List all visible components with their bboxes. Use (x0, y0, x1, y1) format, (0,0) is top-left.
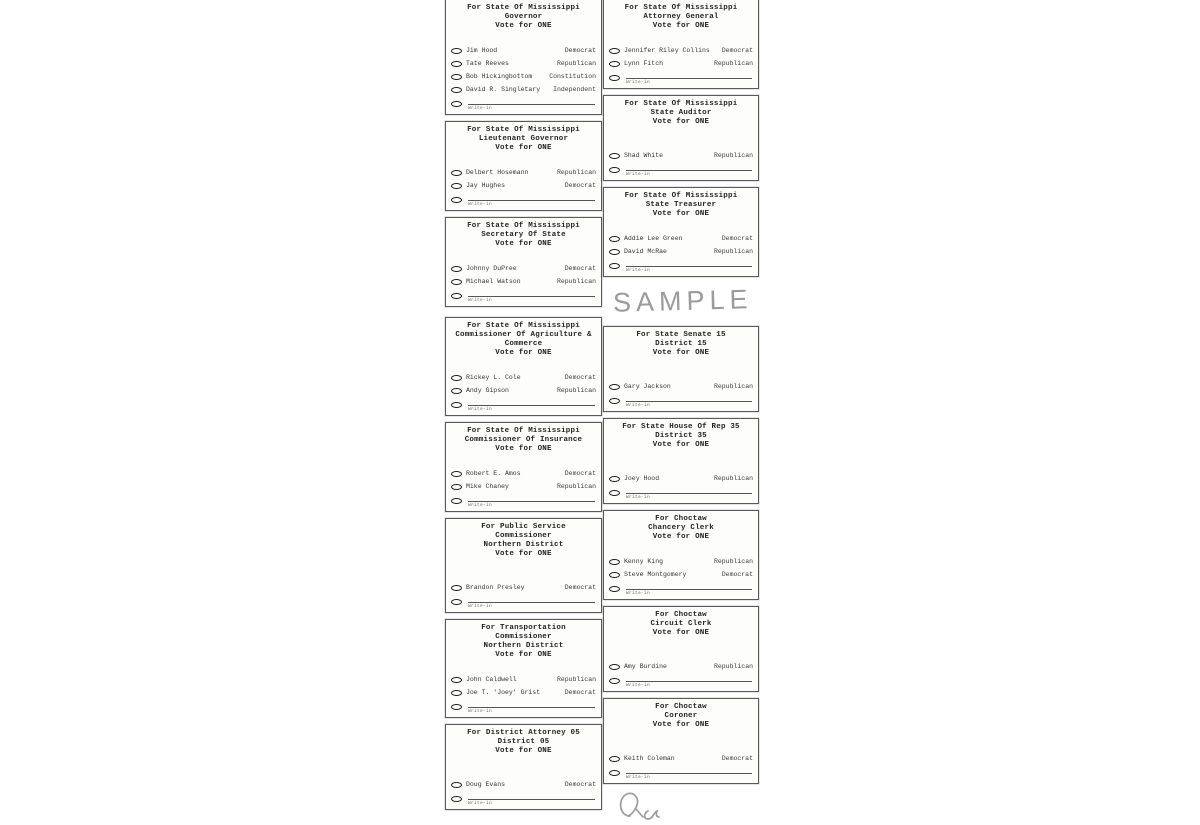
handwritten-sample-text: SAMPLE (612, 284, 753, 318)
candidate-row (451, 480, 596, 493)
contest-title-line: Vote for ONE (495, 550, 552, 558)
contest-title-line: Vote for ONE (495, 445, 552, 453)
write-in-line[interactable] (626, 493, 752, 494)
candidate-party: Republican (713, 60, 753, 67)
contest-title (609, 702, 753, 730)
write-in-label: Write-in (468, 503, 493, 508)
write-in-row (609, 582, 753, 595)
contest-title-line: For State Of Mississippi (467, 427, 580, 435)
candidate-party: Republican (556, 60, 596, 67)
contest-title-line: For State Senate 15 (636, 331, 726, 339)
write-in-line[interactable] (468, 707, 595, 708)
contest-title-line: For State Of Mississippi (467, 126, 580, 134)
write-in-label: Write-in (626, 495, 651, 500)
candidate-party: Democrat (721, 571, 753, 578)
contest-title-line: For State Of Mississippi (467, 4, 580, 12)
candidate-name: Bob Hickingbottom (466, 73, 533, 80)
vote-oval[interactable] (451, 690, 462, 696)
write-in-line[interactable] (626, 773, 752, 774)
vote-oval[interactable] (609, 249, 620, 255)
candidate-row (609, 149, 753, 162)
candidate-party: Democrat (564, 47, 596, 54)
write-in-row (451, 700, 596, 713)
contest-box-state-treasurer (603, 187, 759, 277)
candidate-party: Republican (556, 676, 596, 683)
contest-box-state-auditor (603, 95, 759, 181)
candidate-row (609, 555, 753, 568)
candidate-row (451, 57, 596, 70)
contest-title-line: Secretary Of State (481, 231, 566, 239)
candidate-row (451, 262, 596, 275)
candidate-party: Democrat (564, 182, 596, 189)
candidate-name: Joe T. 'Joey' Grist (466, 689, 541, 696)
candidate-name: Shad White (624, 152, 664, 159)
contest-box-chancery-clerk (603, 510, 759, 600)
contest-title-line: Lieutenant Governor (478, 135, 569, 143)
contest-box-agriculture-commerce (445, 317, 602, 416)
candidate-row (609, 660, 753, 673)
candidate-name: Delbert Hosemann (466, 169, 529, 176)
candidate-party: Democrat (564, 470, 596, 477)
candidate-row (451, 778, 596, 791)
candidate-party: Republican (556, 387, 596, 394)
vote-oval[interactable] (451, 388, 462, 394)
write-in-row (609, 163, 753, 176)
contest-title (609, 514, 753, 542)
candidate-name: Johnny DuPree (466, 265, 517, 272)
candidate-party: Democrat (721, 755, 753, 762)
contest-title-line: For Choctaw (655, 515, 707, 523)
contest-title (609, 191, 753, 219)
candidate-party: Republican (713, 663, 753, 670)
ballot-column-right (603, 0, 759, 820)
candidate-list (609, 472, 753, 499)
write-in-row (609, 674, 753, 687)
contest-title-line: Vote for ONE (495, 240, 552, 248)
candidate-list (451, 581, 596, 608)
candidate-list (451, 673, 596, 713)
write-in-line[interactable] (468, 200, 595, 201)
write-in-line[interactable] (468, 296, 595, 297)
write-in-oval[interactable] (609, 490, 620, 496)
vote-oval[interactable] (609, 559, 620, 565)
candidate-row (451, 166, 596, 179)
candidate-party: Republican (556, 483, 596, 490)
candidate-party: Independent (553, 86, 596, 93)
vote-oval[interactable] (609, 61, 620, 67)
candidate-row (451, 70, 596, 83)
candidate-row (451, 275, 596, 288)
vote-oval[interactable] (609, 153, 620, 159)
candidate-list (451, 778, 596, 805)
write-in-line[interactable] (626, 589, 752, 590)
write-in-label: Write-in (626, 775, 651, 780)
candidate-name: Doug Evans (466, 781, 506, 788)
candidate-list (609, 660, 753, 687)
write-in-label: Write-in (626, 591, 651, 596)
write-in-oval[interactable] (609, 678, 620, 684)
write-in-line[interactable] (468, 799, 595, 800)
write-in-label: Write-in (468, 202, 493, 207)
candidate-row (609, 380, 753, 393)
candidate-party: Republican (713, 383, 753, 390)
contest-title-line: Vote for ONE (495, 144, 552, 152)
candidate-name: Kenny King (624, 558, 664, 565)
contest-box-coroner (603, 698, 759, 784)
contest-box-lieutenant-governor (445, 121, 602, 211)
contest-title-line: Vote for ONE (652, 22, 710, 30)
write-in-oval[interactable] (451, 402, 462, 408)
candidate-list (451, 371, 596, 411)
contest-box-state-house-rep-35 (603, 418, 759, 504)
vote-oval[interactable] (609, 476, 620, 482)
candidate-row (609, 568, 753, 581)
contest-title (609, 422, 753, 450)
contest-title-line: Vote for ONE (495, 747, 552, 755)
candidate-name: Jim Hood (466, 47, 498, 54)
contest-title (451, 623, 596, 660)
candidate-party: Democrat (564, 689, 596, 696)
write-in-oval[interactable] (451, 293, 462, 299)
candidate-list (609, 752, 753, 779)
candidate-name: Keith Coleman (624, 755, 675, 762)
candidate-row (609, 232, 753, 245)
contest-title-line: Vote for ONE (652, 441, 710, 449)
vote-oval[interactable] (609, 236, 620, 242)
candidate-name: Amy Burdine (624, 663, 667, 670)
write-in-line[interactable] (468, 405, 595, 406)
write-in-label: Write-in (626, 683, 651, 688)
candidate-party: Democrat (564, 374, 596, 381)
candidate-list (451, 44, 596, 110)
write-in-line[interactable] (626, 401, 752, 402)
write-in-line[interactable] (626, 266, 752, 267)
contest-title-line: Governor (504, 13, 543, 21)
candidate-list (609, 555, 753, 595)
vote-oval[interactable] (451, 677, 462, 683)
write-in-line[interactable] (626, 170, 752, 171)
write-in-oval[interactable] (451, 599, 462, 605)
write-in-row (609, 394, 753, 407)
write-in-line[interactable] (468, 602, 595, 603)
contest-title-line: Circuit Clerk (650, 620, 712, 628)
candidate-party: Constitution (549, 73, 596, 80)
candidate-row (451, 384, 596, 397)
contest-box-state-senate-15 (603, 326, 759, 412)
write-in-label: Write-in (468, 298, 493, 303)
candidate-party: Democrat (721, 235, 753, 242)
contest-title-line: For Choctaw (655, 611, 707, 619)
vote-oval[interactable] (609, 664, 620, 670)
candidate-row (609, 245, 753, 258)
contest-title (451, 3, 596, 31)
candidate-name: Joey Hood (624, 475, 660, 482)
candidate-party: Democrat (564, 265, 596, 272)
contest-title-line: Commissioner Of Insurance (464, 436, 583, 444)
candidate-party: Republican (713, 248, 753, 255)
candidate-list (609, 380, 753, 407)
contest-title-line: Vote for ONE (652, 533, 710, 541)
write-in-label: Write-in (468, 106, 493, 111)
contest-title (451, 221, 596, 249)
vote-oval[interactable] (609, 756, 620, 762)
candidate-list (451, 262, 596, 302)
candidate-name: David R. Singletary (466, 86, 541, 93)
candidate-party: Republican (556, 169, 596, 176)
vote-oval[interactable] (451, 61, 462, 67)
vote-oval[interactable] (451, 87, 462, 93)
candidate-row (609, 57, 753, 70)
contest-title-line: State Auditor (650, 109, 712, 117)
contest-title-line: Chancery Clerk (648, 524, 714, 532)
contest-title-line: State Treasurer (645, 201, 717, 209)
candidate-name: Andy Gipson (466, 387, 509, 394)
contest-title (451, 426, 596, 454)
write-in-oval[interactable] (451, 498, 462, 504)
candidate-row (609, 472, 753, 485)
contest-title-line: Vote for ONE (652, 118, 710, 126)
contest-title-line: Coroner (664, 712, 698, 720)
contest-box-district-attorney-05 (445, 724, 602, 810)
candidate-name: David McRae (624, 248, 667, 255)
candidate-party: Democrat (564, 781, 596, 788)
contest-title-line: Northern District (483, 541, 564, 549)
contest-title-line: Northern District (483, 642, 564, 650)
write-in-label: Write-in (468, 709, 493, 714)
write-in-label: Write-in (468, 801, 493, 806)
candidate-name: Robert E. Amos (466, 470, 521, 477)
contest-title-line: Vote for ONE (495, 651, 552, 659)
candidate-party: Republican (713, 475, 753, 482)
write-in-oval[interactable] (451, 197, 462, 203)
contest-title-line: For Choctaw (655, 703, 707, 711)
contest-title (451, 522, 596, 559)
candidate-row (451, 581, 596, 594)
contest-title-line: For State Of Mississippi (624, 192, 738, 200)
vote-oval[interactable] (451, 170, 462, 176)
ballot-column-left (445, 0, 602, 816)
contest-title-line: Vote for ONE (495, 349, 552, 357)
write-in-row (609, 259, 753, 272)
write-in-row (451, 494, 596, 507)
candidate-row (451, 371, 596, 384)
vote-oval[interactable] (451, 279, 462, 285)
write-in-label: Write-in (626, 80, 651, 85)
contest-title (609, 99, 753, 127)
contest-title (451, 125, 596, 153)
candidate-name: Addie Lee Green (624, 235, 683, 242)
contest-title (451, 728, 596, 756)
candidate-row (451, 44, 596, 57)
candidate-party: Republican (713, 152, 753, 159)
write-in-row (451, 193, 596, 206)
write-in-oval[interactable] (451, 796, 462, 802)
candidate-list (609, 149, 753, 176)
candidate-list (609, 44, 753, 84)
candidate-row (609, 752, 753, 765)
write-in-row (609, 766, 753, 779)
candidate-row (451, 686, 596, 699)
write-in-label: Write-in (626, 403, 651, 408)
write-in-oval[interactable] (609, 586, 620, 592)
vote-oval[interactable] (451, 585, 462, 591)
vote-oval[interactable] (451, 484, 462, 490)
contest-title-line: Commissioner Of Agriculture & (455, 331, 592, 339)
contest-title-line: Commerce (504, 340, 543, 348)
vote-oval[interactable] (609, 384, 620, 390)
candidate-list (451, 166, 596, 206)
contest-title-line: District 05 (497, 738, 550, 746)
candidate-name: Michael Watson (466, 278, 521, 285)
vote-oval[interactable] (451, 782, 462, 788)
candidate-row (451, 467, 596, 480)
contest-title-line: For State House Of Rep 35 (622, 423, 740, 431)
contest-title (609, 3, 753, 31)
contest-title-line: District 35 (655, 432, 707, 440)
write-in-line[interactable] (468, 501, 595, 502)
candidate-row (451, 179, 596, 192)
write-in-row (451, 398, 596, 411)
candidate-name: Brandon Presley (466, 584, 525, 591)
contest-title (609, 610, 753, 638)
candidate-name: Jennifer Riley Collins (624, 47, 710, 54)
write-in-oval[interactable] (609, 398, 620, 404)
vote-oval[interactable] (451, 266, 462, 272)
write-in-oval[interactable] (609, 75, 620, 81)
candidate-name: Lynn Fitch (624, 60, 664, 67)
contest-title-line: Vote for ONE (652, 349, 710, 357)
contest-title-line: Vote for ONE (652, 210, 710, 218)
contest-box-transportation-commissioner (445, 619, 602, 718)
write-in-label: Write-in (468, 604, 493, 609)
write-in-label: Write-in (626, 268, 651, 273)
candidate-party: Democrat (564, 584, 596, 591)
contest-title-line: Vote for ONE (652, 721, 710, 729)
contest-title-line: For District Attorney 05 (467, 729, 580, 737)
contest-box-secretary-of-state (445, 217, 602, 307)
contest-title (451, 321, 596, 358)
handwritten-pen-mark-partial (615, 790, 759, 820)
contest-title-line: For State Of Mississippi (467, 222, 580, 230)
contest-title-line: For Public Service Commissioner (481, 523, 566, 540)
contest-title-line: Vote for ONE (495, 22, 552, 30)
contest-box-circuit-clerk (603, 606, 759, 692)
candidate-name: Steve Montgomery (624, 571, 687, 578)
contest-title-line: District 15 (655, 340, 707, 348)
candidate-party: Republican (713, 558, 753, 565)
candidate-party: Republican (556, 278, 596, 285)
candidate-row (451, 83, 596, 96)
candidate-row (451, 673, 596, 686)
contest-title-line: Attorney General (643, 13, 719, 21)
write-in-oval[interactable] (609, 770, 620, 776)
candidate-name: Gary Jackson (624, 383, 671, 390)
write-in-line[interactable] (626, 681, 752, 682)
candidate-list (609, 232, 753, 272)
write-in-oval[interactable] (451, 704, 462, 710)
write-in-row (609, 486, 753, 499)
contest-title-line: For State Of Mississippi (624, 4, 738, 12)
candidate-row (609, 44, 753, 57)
contest-title-line: Vote for ONE (652, 629, 710, 637)
vote-oval[interactable] (451, 375, 462, 381)
candidate-name: Jay Hughes (466, 182, 506, 189)
write-in-row (451, 595, 596, 608)
write-in-line[interactable] (626, 78, 752, 79)
candidate-name: John Caldwell (466, 676, 517, 683)
write-in-row (451, 289, 596, 302)
contest-title-line: For State Of Mississippi (624, 100, 738, 108)
candidate-name: Mike Chaney (466, 483, 509, 490)
write-in-line[interactable] (468, 104, 595, 105)
write-in-row (451, 97, 596, 110)
candidate-list (451, 467, 596, 507)
contest-box-insurance (445, 422, 602, 512)
write-in-row (451, 792, 596, 805)
vote-oval[interactable] (451, 471, 462, 477)
write-in-oval[interactable] (609, 263, 620, 269)
contest-title (609, 330, 753, 358)
write-in-oval[interactable] (609, 167, 620, 173)
write-in-label: Write-in (468, 407, 493, 412)
contest-box-attorney-general (603, 0, 759, 89)
write-in-row (609, 71, 753, 84)
vote-oval[interactable] (451, 183, 462, 189)
vote-oval[interactable] (451, 74, 462, 80)
contest-title-line: For Transportation Commissioner (481, 624, 566, 641)
vote-oval[interactable] (451, 48, 462, 54)
write-in-label: Write-in (626, 172, 651, 177)
contest-box-governor (445, 0, 602, 115)
contest-title-line: For State Of Mississippi (467, 322, 580, 330)
candidate-party: Democrat (721, 47, 753, 54)
contest-box-public-service-commissioner (445, 518, 602, 613)
write-in-oval[interactable] (451, 101, 462, 107)
vote-oval[interactable] (609, 572, 620, 578)
candidate-name: Rickey L. Cole (466, 374, 521, 381)
candidate-name: Tate Reeves (466, 60, 509, 67)
vote-oval[interactable] (609, 48, 620, 54)
